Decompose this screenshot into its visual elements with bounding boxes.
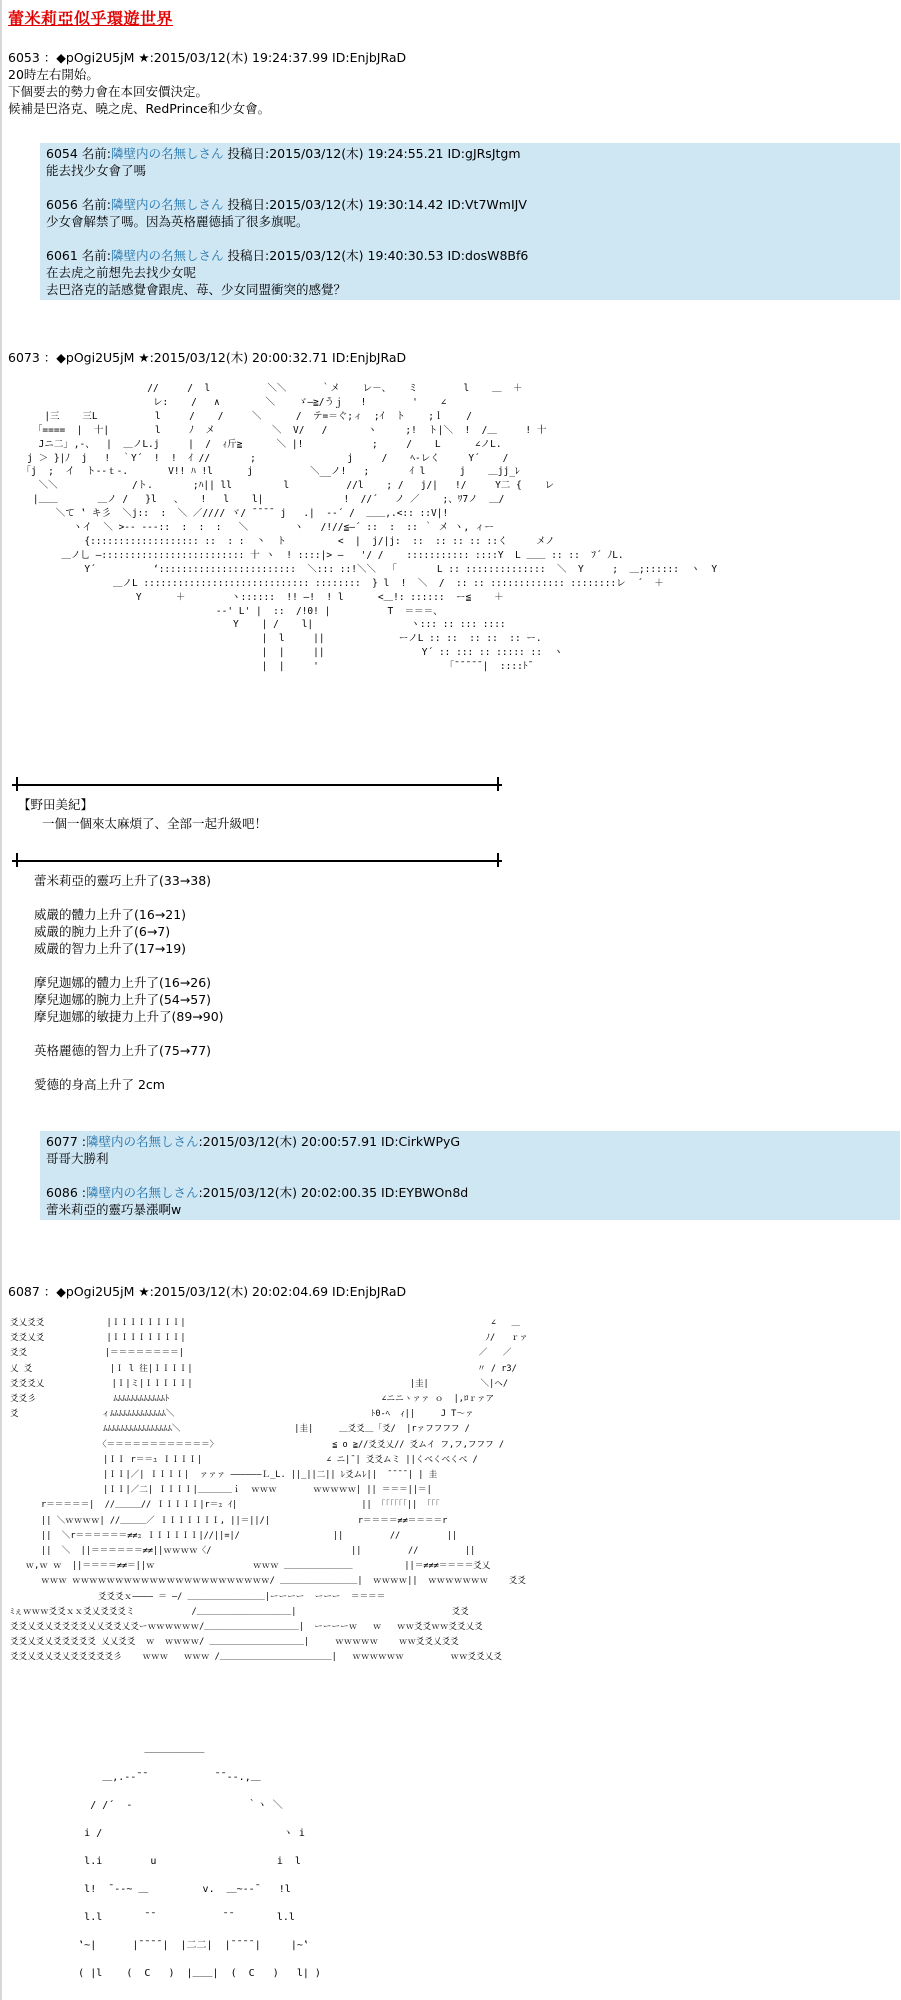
ascii-art-line: || ＼r＝＝＝＝＝＝≠≠ｭ ＩＩＩＩＩＩ|//||=|/ || // || — [10, 1530, 458, 1541]
reply-body: 哥哥大勝利 — [46, 1151, 109, 1166]
ascii-art-tree — [10, 382, 717, 674]
ascii-art-line: 爻爻爻乂 |Ｉ|ミ|ＩＩＩＩＩ| |圭| ＼|ヘ/ — [10, 1378, 509, 1389]
ascii-art-line: 乂 爻 |Ｉ l 往|ＩＩＩＩ| 〃 / r3/ — [10, 1363, 517, 1374]
post-header: 6073 ：◆pOgi2U5jM ★:2015/03/12(木) 20:00:32.71 ID:EnjbJRaD — [8, 350, 407, 365]
stat-result-line: 蕾米莉亞的靈巧上升了(33→38) — [34, 873, 212, 888]
ascii-art-line: ＿ノL ::::::::::::::::::::::::::::: :::::::: } l ! ＼ / :: :: ::::::::::::: ::::::::レ ´ ＋ — [10, 577, 664, 589]
reply-name-link[interactable]: 隣壁内の名無しさん — [111, 197, 224, 212]
ascii-art-line: ＼て ‛ キ彡 ＼j:: : ＼ ／//// ヾ/ ¯¯¯¯ j .| -‐´ / ＿＿,.<:: ::V|! — [10, 508, 449, 520]
ascii-art-line: Y ＋ ヽ:::::: !! ―! ! l <＿!: :::::: ー≦ ＋ — [10, 591, 504, 603]
ascii-art-line: | | ' 「¯¯¯¯¯| ::::ﾄ¯ — [10, 661, 534, 673]
ascii-art-line: 爻爻 |＝＝＝＝＝＝＝＝| ／ ／ — [10, 1348, 512, 1359]
post-header: 6053 ：◆pOgi2U5jM ★:2015/03/12(木) 19:24:37.99 ID:EnjbJRaD — [8, 50, 407, 65]
reply-header: 6077 :隣壁内の名無しさん:2015/03/12(木) 20:00:57.91 ID:CirkWPyG — [46, 1134, 461, 1149]
stat-result-line: 摩兒迦娜的體力上升了(16→26) — [34, 975, 212, 990]
reply-header: 6054 名前:隣壁内の名無しさん 投稿日:2015/03/12(木) 19:24:55.21 ID:gJRsJtgm — [46, 146, 521, 161]
divider-line — [12, 860, 502, 862]
post-6087 — [8, 1283, 406, 1300]
ascii-art-line: / /´ ‐ ｀ヽ ＼ — [30, 1800, 283, 1811]
ascii-art-line: 「==== | 十| l ﾉ メ ＼ V/ / ヽ ;! ト|＼ ! /＿ ! 十 — [10, 424, 547, 436]
reply-block-2 — [40, 1131, 900, 1220]
reply-6086 — [46, 1184, 894, 1218]
ascii-art-line: 爻爻乂爻乂爻爻爻爻爻 乂乂爻爻 ｗ ｗｗｗｗ/ ＿＿＿＿＿＿＿＿＿＿＿| ｗｗｗｗｗ ｗｗ爻爻乂爻爻 — [10, 1637, 459, 1648]
stat-result-line — [34, 957, 224, 974]
divider-tick — [16, 853, 18, 867]
ascii-art-line: ‐‐' L' | :: /!0! | T ＝＝＝、 — [10, 605, 443, 617]
ascii-art-line: 爻爻乂爻乂爻爻爻爻乂乂爻爻乂爻ーｗｗｗｗｗｗ/＿＿＿＿＿＿＿＿＿＿＿| ーーーーｗ ｗ ｗｗ爻爻ｗｗ爻爻乂爻 — [10, 1622, 483, 1633]
reply-6056 — [46, 196, 894, 230]
ascii-art-line: {::::::::::::::::::: :: : : 丶 ト < | j/|j: :: :: :: :: ::く メノ — [10, 535, 555, 547]
ascii-art-line: ﾑﾑﾑﾑﾑﾑﾑﾑﾑﾑﾑﾑﾑﾑﾑﾑ＼ |圭| ＿爻爻＿「爻/ |rァフフフフ / — [10, 1424, 470, 1435]
ascii-art-line: |ＩＩ r＝＝ｭ ＩＩＩＩ| ∠ ニ|¯| 爻爻ムミ ||くべくべくべ / — [10, 1454, 478, 1465]
reply-header: 6056 名前:隣壁内の名無しさん 投稿日:2015/03/12(木) 19:30:14.42 ID:Vt7WmIJV — [46, 197, 527, 212]
post-header: 6087 ：◆pOgi2U5jM ★:2015/03/12(木) 20:02:04.69 ID:EnjbJRaD — [8, 1284, 407, 1299]
speech-text: 一個一個來太麻煩了、全部一起升級吧！ — [42, 816, 268, 831]
ascii-art-line: ( |l ( C ) |＿＿| ( C ) l| ) — [30, 1968, 321, 1979]
reply-6054 — [46, 145, 894, 179]
ascii-art-line: |＿＿ ＿ノ / }l 、 ! l l| ! //´ ノ ／ ;、ﾜ7ノ ＿/ — [10, 494, 505, 506]
ascii-art-line: i / ヽ i — [30, 1828, 305, 1839]
ascii-art-line: 爻爻爻ｘ―――― ＝ ―/ ＿＿＿＿＿＿＿＿＿|ーーーー ーーー ＝＝＝＝ — [10, 1591, 386, 1602]
reply-header: 6061 名前:隣壁内の名無しさん 投稿日:2015/03/12(木) 19:40:30.53 ID:dosW8Bf6 — [46, 248, 529, 263]
ascii-art-line: l.l ¯¯ ¯¯ l.l — [30, 1912, 295, 1923]
ascii-art-line: // / l ＼＼ ｀メ レ－、 ミ l ＿ ＋ — [10, 383, 523, 394]
post-line: 20時左右開始。 — [8, 67, 99, 82]
left-border — [0, 0, 2, 2000]
ascii-art-line: レ: / ∧ ＼ ゞ―≧/うｊ ! ' ∠ — [10, 396, 447, 408]
ascii-art-line: 爻 ィﾑﾑﾑﾑﾑﾑﾑﾑﾑﾑﾑﾑﾑ＼ ﾄ0-ﾍ ｨ|| J T～ァ — [10, 1409, 474, 1420]
stat-result-line: 摩兒迦娜的敏捷力上升了(89→90) — [34, 1009, 224, 1024]
stat-result-line — [34, 889, 224, 906]
stat-result-line: 英格麗德的智力上升了(75→77) — [34, 1043, 212, 1058]
ascii-art-line: 「j ; イ ト-‐ｔ-. V!! ﾊ !l j ＼__ノ! ; ｲ l j ＿jj_ﾚ — [10, 466, 520, 478]
ascii-art-line: 爻爻乂爻乂爻乂爻爻爻爻爻彡 ｗｗｗ ｗｗｗ /＿＿＿＿＿＿＿＿＿＿＿＿＿| ｗｗｗｗｗｗ ｗｗ爻爻乂爻 — [10, 1652, 502, 1663]
divider-tick — [16, 777, 18, 791]
ascii-art-line: Y | / l| ヽ::: :: ::: :::: — [10, 619, 506, 631]
stat-results — [34, 872, 224, 1093]
ascii-art-line: ＿ノ乚 ―::::::::::::::::::::::::: 十 ヽ ! ::::|> ― '/ / ::::::::::: ::::Y L ＿＿ :: :: ﾌ´ ﾉL. — [10, 549, 624, 561]
reply-header: 6086 :隣壁内の名無しさん:2015/03/12(木) 20:02:00.35 ID:EYBWOn8d — [46, 1185, 469, 1200]
ascii-art-line: ＿＿＿＿＿＿ — [30, 1744, 205, 1755]
ascii-art-line: ＼＼ /ト. ;ﾊ|| ll l //l ; / j/| !/ Y二 { レ — [10, 480, 555, 492]
post-line: 候補是巴洛克、曉之虎、RedPrince和少女會。 — [8, 101, 271, 116]
speaker-name: 【野田美紀】 — [18, 797, 94, 812]
ascii-art-line: ｗ,ｗ ｗ ||＝＝＝＝≠≠＝||ｗ ｗｗｗ ＿＿＿＿＿＿＿＿ ||＝≠≠≠＝＝＝＝爻乂 — [10, 1561, 491, 1572]
post-6053 — [8, 49, 406, 117]
ascii-art-line: || ＼ ||＝＝＝＝＝＝≠≠||ｗｗｗｗ〈/ || // || — [10, 1546, 476, 1557]
ascii-art-line: ‛~| |¯¯¯¯| |二二| |¯¯¯¯| |~‛ — [30, 1940, 309, 1951]
reply-block-1 — [40, 143, 900, 300]
reply-6077 — [46, 1133, 894, 1167]
reply-name-link[interactable]: 隣壁内の名無しさん — [86, 1185, 199, 1200]
ascii-art-line: || ＼ｗｗｗｗ| //＿＿＿／ ＩＩＩＩＩＩＩ, ||＝||/| r＝＝＝＝≠≠＝＝＝＝r — [10, 1515, 448, 1526]
post-body — [8, 66, 406, 117]
reply-6061 — [46, 247, 894, 298]
reply-name-link[interactable]: 隣壁内の名無しさん — [86, 1134, 199, 1149]
reply-body: 能去找少女會了嗎 — [46, 163, 147, 178]
divider-tick — [497, 853, 499, 867]
ascii-art-line: 爻爻彡 ﾑﾑﾑﾑﾑﾑﾑﾑﾑﾑﾑﾑﾄ ∠ニニヽァァ ｏ |,ﾛｒァア — [10, 1394, 495, 1405]
ascii-art-castle — [10, 1316, 528, 1666]
ascii-art-line: ＿,.-‐¯¯ ¯¯‐-.,＿ — [30, 1772, 261, 1783]
ascii-art-character — [30, 1736, 321, 1988]
ascii-art-line: 爻乂爻爻 |ＩＩＩＩＩＩＩＩ| ∠ ＿ — [10, 1318, 521, 1328]
ascii-art-line: l.i u i l — [30, 1856, 301, 1867]
stat-result-line — [34, 1059, 224, 1076]
post-line: 下個要去的勢力會在本回安價決定。 — [8, 84, 209, 99]
ascii-art-line: |ＩＩ|／二| ＩＩＩＩ|＿＿＿＿ｉ ｗｗｗ ｗｗｗｗｗ| || ＝＝＝||＝| — [10, 1485, 432, 1496]
ascii-art-line: Jニ二｣ ,-、 | ＿ノL.j | / ｨ斤≧ ＼ |! ; / L ∠ノL. — [10, 438, 502, 450]
ascii-art-line: r＝＝＝＝＝| //＿＿＿// ＩＩＩＩＩ|r＝ｭ ｲ| || 「「「「「「|| 「「「 — [10, 1500, 440, 1511]
divider-tick — [497, 777, 499, 791]
reply-body: 在去虎之前想先去找少女呢 去巴洛克的話感覺會跟虎、苺、少女同盟衝突的感覺？ — [46, 265, 347, 297]
ascii-art-line: 〈＝＝＝＝＝＝＝＝＝＝＝＝〉 ≦ o ≧//爻爻乂// 爻ムイ フ,フ,フフフ / — [10, 1439, 505, 1450]
stat-result-line: 摩兒迦娜的腕力上升了(54→57) — [34, 992, 212, 1007]
ascii-art-line: j ＞ }|ﾉ j ! ｀Y´ ! ! ｲ // ; j / ﾍ-レく Y´ / — [10, 452, 509, 464]
stat-result-line: 威嚴的腕力上升了(6→7) — [34, 924, 171, 939]
ascii-art-line: | | || Y´ :: ::: :: ::::: :: ヽ — [10, 647, 563, 659]
thread-title[interactable]: 蕾米莉亞似乎環遊世界 — [8, 9, 174, 28]
post-6073 — [8, 349, 406, 366]
ascii-art-line: | l || ーノL :: :: :: :: :: ー. — [10, 633, 542, 645]
reply-body: 蕾米莉亞的靈巧暴漲啊w — [46, 1202, 182, 1217]
ascii-art-line: ｗｗｗ ｗｗｗｗｗｗｗｗｗｗｗｗｗｗｗｗｗｗｗｗｗｗｗ/ ＿＿＿＿＿＿＿＿＿| ｗｗｗｗ|| ｗｗｗｗｗｗｗ 爻爻 — [10, 1576, 526, 1587]
reply-name-link[interactable]: 隣壁内の名無しさん — [111, 146, 224, 161]
reply-name-link[interactable]: 隣壁内の名無しさん — [111, 248, 224, 263]
ascii-art-line: 爻爻乂爻 |ＩＩＩＩＩＩＩＩ| ﾉ/ ｒァ — [10, 1333, 528, 1344]
ascii-art-line: |三 三L l / / ＼ / テ=＝ぐ;ィ ;ｲ ト ;ｌ / — [10, 410, 473, 422]
reply-body: 少女會解禁了嗎。因為英格麗德插了很多旗呢。 — [46, 214, 309, 229]
ascii-art-line: ヽイ ＼ >‐‐ ‐‐‐:: : : : ＼ ヽ /!//≦―´ :: : :: ｀ メ ヽ, ィー — [10, 522, 494, 534]
ascii-art-line: l! ¯‐‐~ ＿ v. ＿~‐‐¯ !l — [30, 1884, 291, 1895]
stat-result-line: 愛德的身高上升了 2cm — [34, 1077, 165, 1092]
ascii-art-line: Y´ ‘:::::::::::::::::::::::: ＼::: ::!＼＼ 「 L :: :::::::::::::: ＼ Y ; ＿;:::::: ヽ Y — [10, 563, 718, 575]
ascii-art-line: |ＩＩ|／| ＩＩＩＩ| ァァァ ――――――Ｌ_L. ||_||二|| ﾚ爻ムﾚ|| ¯¯¯¯| | 圭 — [10, 1470, 438, 1481]
stat-result-line — [34, 1025, 224, 1042]
divider-line — [12, 784, 502, 786]
ascii-art-line: ﾐぇｗｗｗ爻爻ｘｘ爻乂爻爻爻ミ /＿＿＿＿＿＿＿＿＿＿＿| 爻爻 — [10, 1606, 469, 1617]
stat-result-line: 威嚴的智力上升了(17→19) — [34, 941, 187, 956]
stat-result-line: 威嚴的體力上升了(16→21) — [34, 907, 187, 922]
